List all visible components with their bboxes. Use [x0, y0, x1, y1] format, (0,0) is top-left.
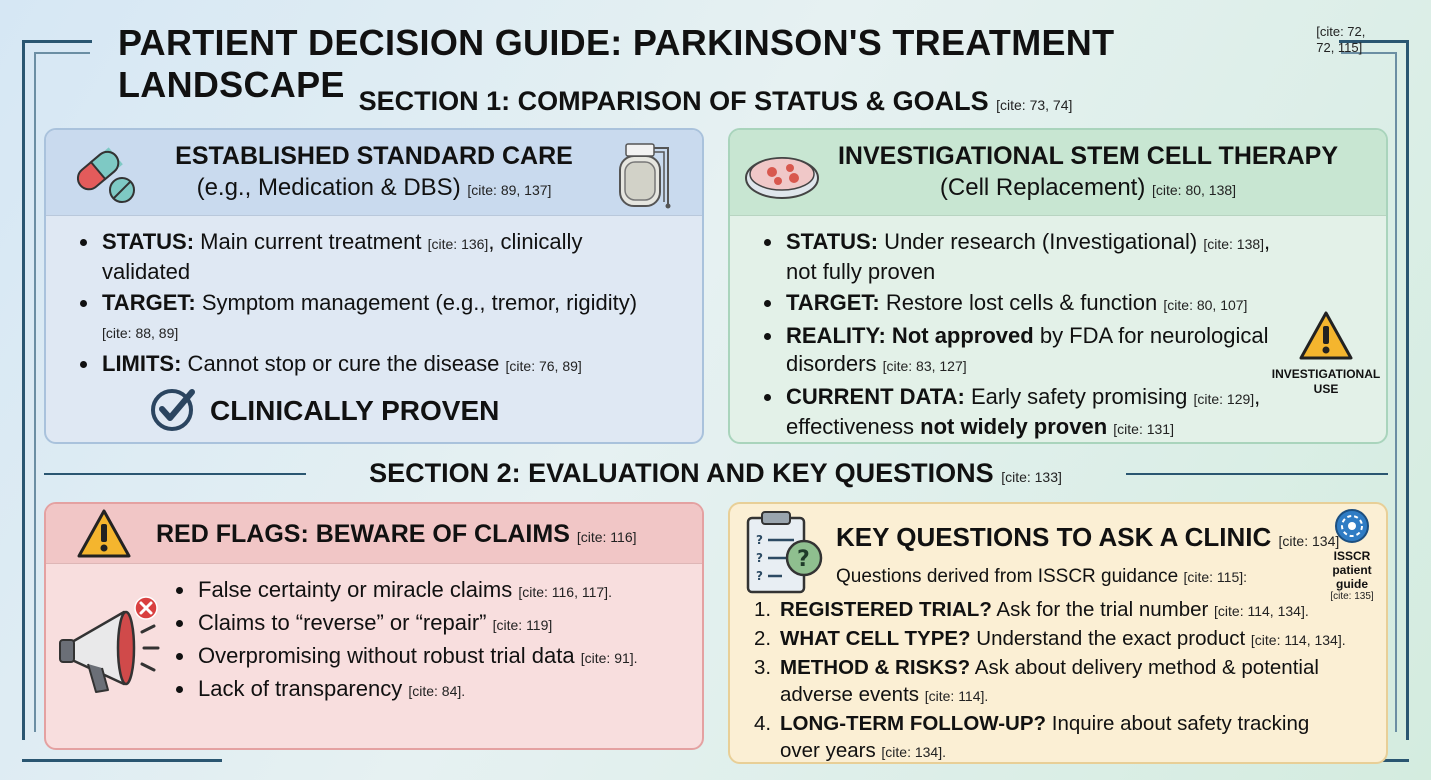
standard-care-panel [44, 128, 704, 444]
item-text: Restore lost cells & function [879, 290, 1164, 315]
item-label: LONG-TERM FOLLOW-UP? [780, 712, 1047, 735]
section-1-title-text: SECTION 1: COMPARISON OF STATUS & GOALS [358, 86, 989, 116]
item-cite: [cite: 116, 117]. [518, 584, 612, 600]
red-flags-title [156, 520, 637, 549]
dbs-device-icon [612, 136, 680, 217]
item-cite: [cite: 119] [492, 617, 553, 633]
item-text: Ask about delivery method & potential adverse events [780, 656, 1319, 706]
red-flags-header [46, 504, 702, 564]
stem-cell-header [730, 130, 1386, 216]
item-emphasis: not widely proven [920, 414, 1108, 439]
item-label: STATUS: [786, 229, 879, 254]
key-questions-panel [728, 502, 1388, 764]
standard-care-item-status [68, 228, 668, 286]
svg-text:?: ? [756, 533, 763, 547]
item-emphasis: Not approved [885, 323, 1034, 348]
item-tail: , effectiveness [786, 384, 1261, 439]
section-2-title-text: SECTION 2: EVALUATION AND KEY QUESTIONS [369, 458, 994, 488]
item-cite: [cite: 88, 89] [102, 325, 179, 341]
standard-care-subtitle-text: (e.g., Medication & DBS) [196, 174, 461, 201]
item-cite: [cite: 138] [1203, 236, 1265, 252]
stem-cell-subtitle [730, 174, 1386, 202]
red-flags-cite: [cite: 116] [576, 529, 637, 545]
key-question-item [754, 710, 1354, 764]
item-label: LIMITS: [102, 351, 182, 376]
item-label: REALITY: [786, 323, 886, 348]
red-flags-panel [44, 502, 704, 750]
standard-care-title: ESTABLISHED STANDARD CARE [175, 142, 573, 170]
item-cite: [cite: 84]. [408, 683, 466, 699]
item-cite: [cite: 131] [1113, 421, 1174, 437]
key-questions-intro [836, 566, 1247, 588]
stem-cell-title: INVESTIGATIONAL STEM CELL THERAPY [837, 142, 1339, 170]
item-number: 4. [754, 712, 772, 735]
key-questions-list [754, 596, 1354, 764]
item-text: Ask for the trial number [991, 598, 1215, 621]
clinically-proven-badge [150, 384, 499, 437]
standard-care-subtitle [46, 174, 702, 202]
red-flags-item [164, 609, 694, 639]
section-2-title [0, 458, 1431, 489]
clipboard-question-icon [742, 510, 826, 603]
warning-triangle-icon [1298, 349, 1354, 366]
item-tail: , not fully proven [786, 229, 1271, 284]
item-cite: [cite: 134]. [881, 744, 946, 760]
item-text: Lack of transparency [198, 676, 409, 701]
stem-cell-panel [728, 128, 1388, 444]
stem-cell-item-target [752, 289, 1292, 319]
item-text: Main current treatment [194, 229, 428, 254]
clinically-proven-text: CLINICALLY PROVEN [210, 394, 500, 426]
item-text: Cannot stop or cure the disease [181, 351, 506, 376]
item-text: Claims to “reverse” or “repair” [198, 610, 493, 635]
item-text: Under research (Investigational) [878, 229, 1204, 254]
item-cite: [cite: 114, 134]. [1214, 603, 1309, 619]
stem-cell-item-status [752, 228, 1292, 286]
item-text: Understand the exact product [970, 627, 1251, 650]
stem-cell-subtitle-text: (Cell Replacement) [939, 174, 1146, 201]
svg-text:?: ? [756, 551, 763, 565]
checkmark-icon [150, 384, 198, 437]
key-questions-intro-text: Questions derived from ISSCR guidance [836, 566, 1184, 587]
item-number: 3. [754, 656, 772, 679]
item-label: STATUS: [102, 229, 195, 254]
item-text: Overpromising without robust trial data [198, 643, 581, 668]
stem-cell-list [752, 228, 1292, 444]
stem-cell-subtitle-cite: [cite: 80, 138] [1152, 182, 1237, 198]
key-question-item [754, 596, 1354, 625]
key-questions-title [836, 522, 1339, 553]
item-text: Early safety promising [964, 384, 1194, 409]
stem-cell-item-reality [752, 322, 1292, 380]
svg-text:?: ? [797, 547, 810, 572]
item-number: 2. [754, 627, 772, 650]
item-cite: [cite: 114, 134]. [1250, 632, 1346, 648]
standard-care-item-limits [68, 350, 668, 380]
item-label: WHAT CELL TYPE? [780, 627, 971, 650]
item-label: METHOD & RISKS? [780, 656, 971, 679]
investigational-use-badge [1264, 310, 1388, 397]
key-question-item [754, 625, 1354, 654]
item-cite: [cite: 83, 127] [882, 358, 967, 374]
item-text: Symptom management (e.g., tremor, rigidity) [195, 290, 638, 315]
red-flags-list [164, 576, 694, 708]
isscr-patient-guide-badge [1322, 508, 1382, 602]
standard-care-subtitle-cite: [cite: 89, 137] [467, 182, 552, 198]
red-flags-title-text: RED FLAGS: BEWARE OF CLAIMS [156, 520, 570, 548]
item-cite: [cite: 80, 107] [1163, 297, 1248, 313]
page-title-text: PARTIENT DECISION GUIDE: PARKINSON'S TREATMENT LANDSCAPE [118, 22, 1115, 105]
standard-care-list [68, 228, 668, 383]
item-cite: [cite: 76, 89] [505, 358, 582, 374]
item-label: TARGET: [102, 290, 196, 315]
section-1-cite: [cite: 73, 74] [996, 97, 1073, 113]
red-flags-item [164, 642, 694, 672]
page-title-cite: [cite: 72, 72, 115] [1316, 24, 1366, 55]
isscr-patient-guide-cite: [cite: 135] [1330, 591, 1374, 602]
item-text: Inquire about safety tracking over years [780, 712, 1310, 762]
key-questions-intro-cite: [cite: 115]: [1183, 569, 1248, 585]
item-cite: [cite: 114]. [924, 688, 989, 704]
isscr-patient-guide-label: ISSCR patient guide [1332, 549, 1372, 591]
investigational-use-label: INVESTIGATIONAL USE [1271, 367, 1381, 396]
megaphone-icon [54, 592, 174, 707]
item-label: TARGET: [786, 290, 880, 315]
item-text: False certainty or miracle claims [198, 577, 519, 602]
key-questions-cite: [cite: 134] [1278, 533, 1340, 549]
red-flags-item [164, 576, 694, 606]
key-question-item [754, 654, 1354, 710]
item-text: by FDA for neurological disorders [786, 323, 1269, 376]
standard-care-item-target [68, 289, 668, 347]
item-cite: [cite: 91]. [580, 650, 638, 666]
key-questions-title-text: KEY QUESTIONS TO ASK A CLINIC [836, 522, 1272, 552]
item-tail: , clinically validated [102, 229, 583, 284]
red-flags-item [164, 675, 694, 705]
warning-triangle-icon [76, 508, 132, 565]
item-cite: [cite: 129] [1193, 391, 1255, 407]
item-number: 1. [754, 598, 772, 621]
item-label: REGISTERED TRIAL? [780, 598, 992, 621]
section-1-title [0, 86, 1431, 117]
frame-line-bottom-left [22, 759, 222, 762]
standard-care-header [46, 130, 702, 216]
item-label: CURRENT DATA: [786, 384, 965, 409]
stem-cell-item-current-data [752, 383, 1292, 443]
item-cite: [cite: 136] [427, 236, 489, 252]
section-2-cite: [cite: 133] [1001, 469, 1062, 485]
isscr-logo-icon [1334, 531, 1370, 548]
svg-text:?: ? [756, 569, 763, 583]
